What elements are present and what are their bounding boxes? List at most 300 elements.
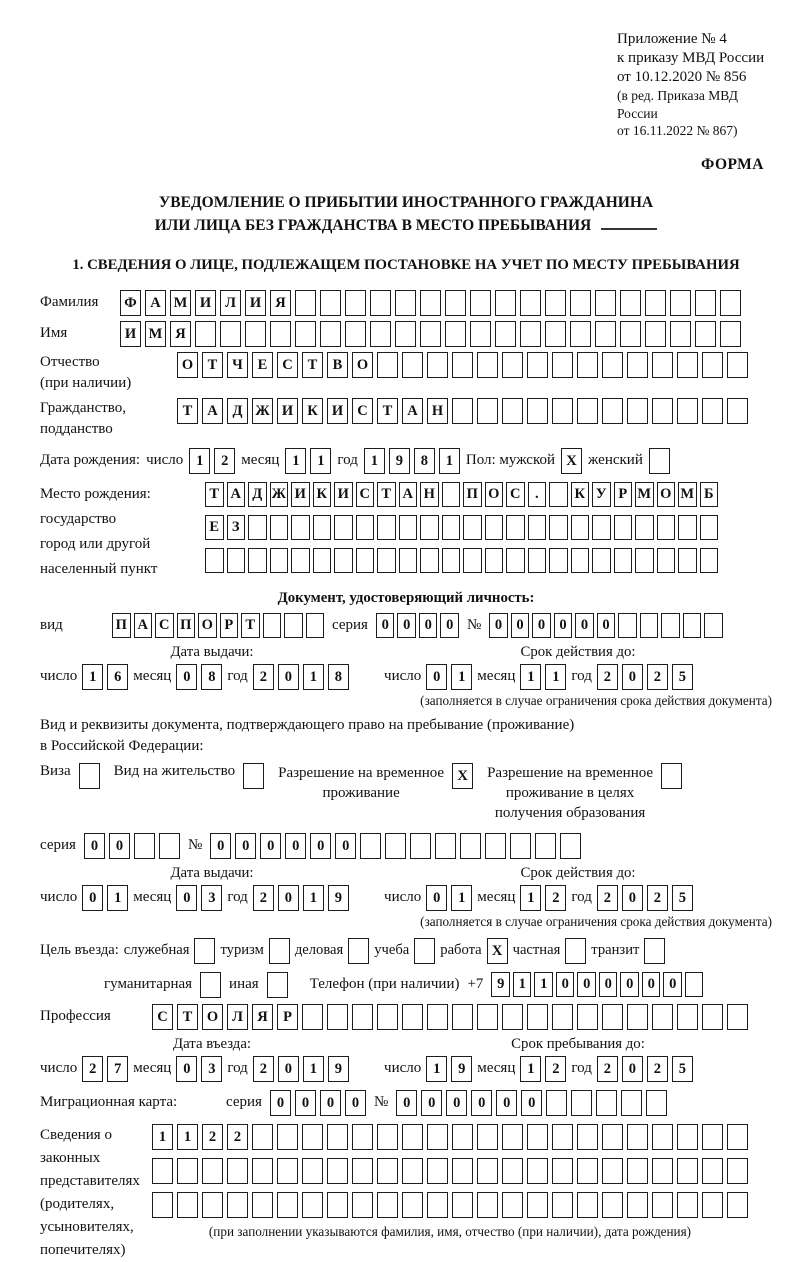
char-box[interactable]: [552, 352, 573, 378]
char-box[interactable]: С: [277, 352, 298, 378]
char-box[interactable]: 1: [545, 664, 566, 690]
char-box[interactable]: Я: [270, 290, 291, 316]
char-box[interactable]: [356, 515, 375, 540]
char-box[interactable]: [506, 515, 525, 540]
char-box[interactable]: [195, 321, 216, 347]
char-box[interactable]: [377, 1158, 398, 1184]
char-box[interactable]: [477, 398, 498, 424]
char-box[interactable]: [620, 321, 641, 347]
char-box[interactable]: 0: [278, 885, 299, 911]
char-box[interactable]: 0: [663, 972, 682, 997]
char-box[interactable]: [227, 1192, 248, 1218]
char-box[interactable]: [702, 398, 723, 424]
char-box[interactable]: Д: [227, 398, 248, 424]
char-box[interactable]: 0: [622, 885, 643, 911]
char-box[interactable]: У: [592, 482, 611, 507]
char-box[interactable]: 8: [414, 448, 435, 474]
char-box[interactable]: [627, 1124, 648, 1150]
char-box[interactable]: [727, 1004, 748, 1030]
char-box[interactable]: [452, 1124, 473, 1150]
char-box[interactable]: [620, 290, 641, 316]
char-box[interactable]: 0: [260, 833, 281, 859]
char-box[interactable]: [360, 833, 381, 859]
char-box[interactable]: [385, 833, 406, 859]
char-box[interactable]: С: [152, 1004, 173, 1030]
char-box[interactable]: [614, 548, 633, 573]
char-box[interactable]: [452, 1004, 473, 1030]
char-box[interactable]: [452, 1192, 473, 1218]
char-box[interactable]: [571, 515, 590, 540]
char-box[interactable]: 0: [597, 613, 616, 638]
char-box[interactable]: [277, 1158, 298, 1184]
char-box[interactable]: 1: [426, 1056, 447, 1082]
char-box[interactable]: 2: [647, 1056, 668, 1082]
char-box[interactable]: А: [134, 613, 153, 638]
char-box[interactable]: [621, 1090, 642, 1116]
char-box[interactable]: [552, 398, 573, 424]
char-box[interactable]: [552, 1004, 573, 1030]
char-box[interactable]: 0: [471, 1090, 492, 1116]
char-box[interactable]: [352, 1124, 373, 1150]
char-box[interactable]: М: [678, 482, 697, 507]
char-box[interactable]: 0: [419, 613, 438, 638]
char-box[interactable]: 9: [328, 1056, 349, 1082]
char-box[interactable]: [602, 1004, 623, 1030]
char-box[interactable]: Д: [248, 482, 267, 507]
char-box[interactable]: И: [334, 482, 353, 507]
humanitarian-checkbox[interactable]: [200, 972, 221, 998]
char-box[interactable]: [277, 1124, 298, 1150]
char-box[interactable]: 0: [556, 972, 575, 997]
char-box[interactable]: [345, 290, 366, 316]
char-box[interactable]: [527, 1192, 548, 1218]
char-box[interactable]: [470, 290, 491, 316]
char-box[interactable]: 0: [82, 885, 103, 911]
char-box[interactable]: 9: [451, 1056, 472, 1082]
char-box[interactable]: 0: [421, 1090, 442, 1116]
char-box[interactable]: [627, 398, 648, 424]
char-box[interactable]: 0: [235, 833, 256, 859]
char-box[interactable]: Т: [377, 482, 396, 507]
char-box[interactable]: [528, 548, 547, 573]
char-box[interactable]: [510, 833, 531, 859]
char-box[interactable]: 1: [107, 885, 128, 911]
char-box[interactable]: [445, 321, 466, 347]
char-box[interactable]: А: [145, 290, 166, 316]
char-box[interactable]: [495, 290, 516, 316]
char-box[interactable]: [577, 1158, 598, 1184]
char-box[interactable]: И: [291, 482, 310, 507]
char-box[interactable]: 0: [335, 833, 356, 859]
char-box[interactable]: [595, 290, 616, 316]
char-box[interactable]: Ж: [252, 398, 273, 424]
char-box[interactable]: .: [528, 482, 547, 507]
char-box[interactable]: [700, 548, 719, 573]
char-box[interactable]: [306, 613, 325, 638]
char-box[interactable]: [452, 398, 473, 424]
char-box[interactable]: О: [177, 352, 198, 378]
char-box[interactable]: Т: [241, 613, 260, 638]
char-box[interactable]: [602, 398, 623, 424]
char-box[interactable]: [420, 548, 439, 573]
char-box[interactable]: [352, 1192, 373, 1218]
char-box[interactable]: [291, 548, 310, 573]
char-box[interactable]: [202, 1158, 223, 1184]
temp-residence-education-checkbox[interactable]: [661, 763, 682, 789]
char-box[interactable]: [177, 1158, 198, 1184]
char-box[interactable]: [614, 515, 633, 540]
char-box[interactable]: 0: [554, 613, 573, 638]
char-box[interactable]: 3: [201, 885, 222, 911]
char-box[interactable]: [248, 548, 267, 573]
char-box[interactable]: [645, 321, 666, 347]
char-box[interactable]: [377, 1124, 398, 1150]
char-box[interactable]: [205, 548, 224, 573]
char-box[interactable]: М: [145, 321, 166, 347]
char-box[interactable]: [571, 1090, 592, 1116]
char-box[interactable]: С: [352, 398, 373, 424]
char-box[interactable]: 0: [278, 664, 299, 690]
char-box[interactable]: [670, 321, 691, 347]
char-box[interactable]: М: [170, 290, 191, 316]
char-box[interactable]: [134, 833, 155, 859]
char-box[interactable]: [442, 548, 461, 573]
char-box[interactable]: [402, 1004, 423, 1030]
work-checkbox[interactable]: X: [487, 938, 508, 964]
char-box[interactable]: [252, 1158, 273, 1184]
char-box[interactable]: 0: [176, 885, 197, 911]
char-box[interactable]: [399, 515, 418, 540]
char-box[interactable]: [549, 482, 568, 507]
char-box[interactable]: [445, 290, 466, 316]
char-box[interactable]: [720, 321, 741, 347]
char-box[interactable]: [549, 548, 568, 573]
other-checkbox[interactable]: [267, 972, 288, 998]
char-box[interactable]: [477, 1124, 498, 1150]
char-box[interactable]: [202, 1192, 223, 1218]
char-box[interactable]: [320, 290, 341, 316]
char-box[interactable]: 2: [597, 1056, 618, 1082]
char-box[interactable]: [727, 398, 748, 424]
male-checkbox[interactable]: X: [561, 448, 582, 474]
char-box[interactable]: 0: [496, 1090, 517, 1116]
char-box[interactable]: [284, 613, 303, 638]
char-box[interactable]: [477, 1192, 498, 1218]
char-box[interactable]: [427, 1124, 448, 1150]
char-box[interactable]: [395, 321, 416, 347]
char-box[interactable]: [527, 1158, 548, 1184]
char-box[interactable]: Л: [227, 1004, 248, 1030]
char-box[interactable]: [652, 1124, 673, 1150]
char-box[interactable]: 1: [303, 1056, 324, 1082]
char-box[interactable]: [485, 515, 504, 540]
char-box[interactable]: [727, 1158, 748, 1184]
char-box[interactable]: [377, 1004, 398, 1030]
char-box[interactable]: [227, 1158, 248, 1184]
char-box[interactable]: 1: [451, 885, 472, 911]
char-box[interactable]: [661, 613, 680, 638]
char-box[interactable]: [678, 548, 697, 573]
char-box[interactable]: [263, 613, 282, 638]
char-box[interactable]: [302, 1158, 323, 1184]
char-box[interactable]: 0: [397, 613, 416, 638]
char-box[interactable]: 0: [426, 664, 447, 690]
char-box[interactable]: Т: [377, 398, 398, 424]
char-box[interactable]: [602, 1192, 623, 1218]
char-box[interactable]: 0: [320, 1090, 341, 1116]
char-box[interactable]: [252, 1192, 273, 1218]
char-box[interactable]: Р: [277, 1004, 298, 1030]
char-box[interactable]: 0: [440, 613, 459, 638]
char-box[interactable]: Б: [700, 482, 719, 507]
char-box[interactable]: 2: [227, 1124, 248, 1150]
char-box[interactable]: Р: [614, 482, 633, 507]
char-box[interactable]: [356, 548, 375, 573]
char-box[interactable]: [502, 352, 523, 378]
char-box[interactable]: [427, 1192, 448, 1218]
char-box[interactable]: [652, 1004, 673, 1030]
char-box[interactable]: [677, 1158, 698, 1184]
char-box[interactable]: [577, 1004, 598, 1030]
char-box[interactable]: С: [155, 613, 174, 638]
char-box[interactable]: В: [327, 352, 348, 378]
char-box[interactable]: [545, 290, 566, 316]
char-box[interactable]: 1: [534, 972, 553, 997]
char-box[interactable]: [427, 1004, 448, 1030]
char-box[interactable]: [549, 515, 568, 540]
char-box[interactable]: [485, 833, 506, 859]
char-box[interactable]: [502, 1192, 523, 1218]
char-box[interactable]: [252, 1124, 273, 1150]
char-box[interactable]: И: [277, 398, 298, 424]
char-box[interactable]: [577, 398, 598, 424]
char-box[interactable]: [685, 972, 704, 997]
char-box[interactable]: Е: [205, 515, 224, 540]
char-box[interactable]: [313, 515, 332, 540]
char-box[interactable]: 2: [214, 448, 235, 474]
char-box[interactable]: [596, 1090, 617, 1116]
transit-checkbox[interactable]: [644, 938, 665, 964]
char-box[interactable]: А: [202, 398, 223, 424]
char-box[interactable]: [702, 1192, 723, 1218]
char-box[interactable]: [627, 1004, 648, 1030]
char-box[interactable]: [635, 548, 654, 573]
char-box[interactable]: 0: [575, 613, 594, 638]
char-box[interactable]: 2: [647, 885, 668, 911]
business-checkbox[interactable]: [348, 938, 369, 964]
char-box[interactable]: 0: [396, 1090, 417, 1116]
char-box[interactable]: 9: [389, 448, 410, 474]
char-box[interactable]: [527, 1124, 548, 1150]
char-box[interactable]: [677, 352, 698, 378]
char-box[interactable]: [502, 1158, 523, 1184]
char-box[interactable]: [485, 548, 504, 573]
char-box[interactable]: [677, 398, 698, 424]
visa-checkbox[interactable]: [79, 763, 100, 789]
char-box[interactable]: [302, 1124, 323, 1150]
char-box[interactable]: [399, 548, 418, 573]
char-box[interactable]: 1: [520, 1056, 541, 1082]
char-box[interactable]: [645, 290, 666, 316]
char-box[interactable]: [570, 321, 591, 347]
char-box[interactable]: [618, 613, 637, 638]
char-box[interactable]: [571, 548, 590, 573]
char-box[interactable]: 0: [532, 613, 551, 638]
char-box[interactable]: [502, 1004, 523, 1030]
char-box[interactable]: 2: [647, 664, 668, 690]
char-box[interactable]: [295, 290, 316, 316]
char-box[interactable]: И: [245, 290, 266, 316]
char-box[interactable]: [552, 1192, 573, 1218]
char-box[interactable]: 0: [622, 664, 643, 690]
char-box[interactable]: [402, 1192, 423, 1218]
char-box[interactable]: [327, 1192, 348, 1218]
char-box[interactable]: 0: [345, 1090, 366, 1116]
char-box[interactable]: 2: [545, 1056, 566, 1082]
char-box[interactable]: [640, 613, 659, 638]
char-box[interactable]: [295, 321, 316, 347]
char-box[interactable]: К: [313, 482, 332, 507]
char-box[interactable]: [695, 290, 716, 316]
char-box[interactable]: 1: [310, 448, 331, 474]
char-box[interactable]: [592, 548, 611, 573]
char-box[interactable]: [442, 515, 461, 540]
char-box[interactable]: [602, 1158, 623, 1184]
char-box[interactable]: [291, 515, 310, 540]
char-box[interactable]: [704, 613, 723, 638]
char-box[interactable]: [678, 515, 697, 540]
char-box[interactable]: 5: [672, 1056, 693, 1082]
char-box[interactable]: 2: [597, 664, 618, 690]
char-box[interactable]: 2: [82, 1056, 103, 1082]
char-box[interactable]: 1: [82, 664, 103, 690]
char-box[interactable]: [427, 1158, 448, 1184]
char-box[interactable]: 1: [152, 1124, 173, 1150]
char-box[interactable]: [313, 548, 332, 573]
char-box[interactable]: [377, 352, 398, 378]
char-box[interactable]: [327, 1158, 348, 1184]
char-box[interactable]: М: [635, 482, 654, 507]
char-box[interactable]: [345, 321, 366, 347]
char-box[interactable]: С: [356, 482, 375, 507]
char-box[interactable]: [627, 1158, 648, 1184]
char-box[interactable]: 0: [511, 613, 530, 638]
char-box[interactable]: Т: [302, 352, 323, 378]
char-box[interactable]: 1: [189, 448, 210, 474]
char-box[interactable]: 1: [303, 885, 324, 911]
char-box[interactable]: К: [571, 482, 590, 507]
char-box[interactable]: [683, 613, 702, 638]
char-box[interactable]: [420, 515, 439, 540]
char-box[interactable]: 0: [521, 1090, 542, 1116]
char-box[interactable]: Н: [420, 482, 439, 507]
char-box[interactable]: [627, 1192, 648, 1218]
residence-permit-checkbox[interactable]: [243, 763, 264, 789]
char-box[interactable]: 0: [376, 613, 395, 638]
char-box[interactable]: 8: [201, 664, 222, 690]
char-box[interactable]: [395, 290, 416, 316]
char-box[interactable]: 0: [295, 1090, 316, 1116]
char-box[interactable]: [177, 1192, 198, 1218]
char-box[interactable]: 0: [84, 833, 105, 859]
char-box[interactable]: [652, 352, 673, 378]
char-box[interactable]: [695, 321, 716, 347]
char-box[interactable]: [302, 1004, 323, 1030]
char-box[interactable]: [248, 515, 267, 540]
char-box[interactable]: К: [302, 398, 323, 424]
char-box[interactable]: [720, 290, 741, 316]
char-box[interactable]: Я: [252, 1004, 273, 1030]
char-box[interactable]: 1: [520, 885, 541, 911]
char-box[interactable]: 3: [201, 1056, 222, 1082]
char-box[interactable]: [327, 1124, 348, 1150]
char-box[interactable]: [527, 398, 548, 424]
char-box[interactable]: И: [120, 321, 141, 347]
char-box[interactable]: 1: [285, 448, 306, 474]
char-box[interactable]: Т: [177, 398, 198, 424]
char-box[interactable]: 0: [577, 972, 596, 997]
char-box[interactable]: 0: [426, 885, 447, 911]
char-box[interactable]: [527, 352, 548, 378]
char-box[interactable]: [595, 321, 616, 347]
char-box[interactable]: [627, 352, 648, 378]
char-box[interactable]: [477, 1158, 498, 1184]
char-box[interactable]: [727, 1124, 748, 1150]
char-box[interactable]: 2: [253, 885, 274, 911]
char-box[interactable]: 1: [303, 664, 324, 690]
female-checkbox[interactable]: [649, 448, 670, 474]
char-box[interactable]: 0: [176, 1056, 197, 1082]
char-box[interactable]: [470, 321, 491, 347]
char-box[interactable]: [152, 1192, 173, 1218]
char-box[interactable]: Т: [202, 352, 223, 378]
char-box[interactable]: А: [402, 398, 423, 424]
char-box[interactable]: О: [198, 613, 217, 638]
char-box[interactable]: [546, 1090, 567, 1116]
char-box[interactable]: [377, 1192, 398, 1218]
char-box[interactable]: [302, 1192, 323, 1218]
char-box[interactable]: 0: [642, 972, 661, 997]
char-box[interactable]: О: [657, 482, 676, 507]
char-box[interactable]: Ж: [270, 482, 289, 507]
char-box[interactable]: 2: [253, 664, 274, 690]
char-box[interactable]: [646, 1090, 667, 1116]
char-box[interactable]: [420, 321, 441, 347]
char-box[interactable]: [506, 548, 525, 573]
official-checkbox[interactable]: [194, 938, 215, 964]
char-box[interactable]: [320, 321, 341, 347]
char-box[interactable]: Т: [177, 1004, 198, 1030]
char-box[interactable]: [570, 290, 591, 316]
char-box[interactable]: Т: [205, 482, 224, 507]
char-box[interactable]: [657, 548, 676, 573]
char-box[interactable]: [520, 290, 541, 316]
char-box[interactable]: О: [202, 1004, 223, 1030]
char-box[interactable]: [277, 1192, 298, 1218]
char-box[interactable]: 1: [177, 1124, 198, 1150]
char-box[interactable]: [652, 398, 673, 424]
char-box[interactable]: Л: [220, 290, 241, 316]
char-box[interactable]: [520, 321, 541, 347]
char-box[interactable]: 9: [491, 972, 510, 997]
char-box[interactable]: [370, 290, 391, 316]
char-box[interactable]: [463, 548, 482, 573]
char-box[interactable]: О: [485, 482, 504, 507]
char-box[interactable]: [377, 548, 396, 573]
char-box[interactable]: З: [227, 515, 246, 540]
char-box[interactable]: А: [399, 482, 418, 507]
char-box[interactable]: 0: [278, 1056, 299, 1082]
